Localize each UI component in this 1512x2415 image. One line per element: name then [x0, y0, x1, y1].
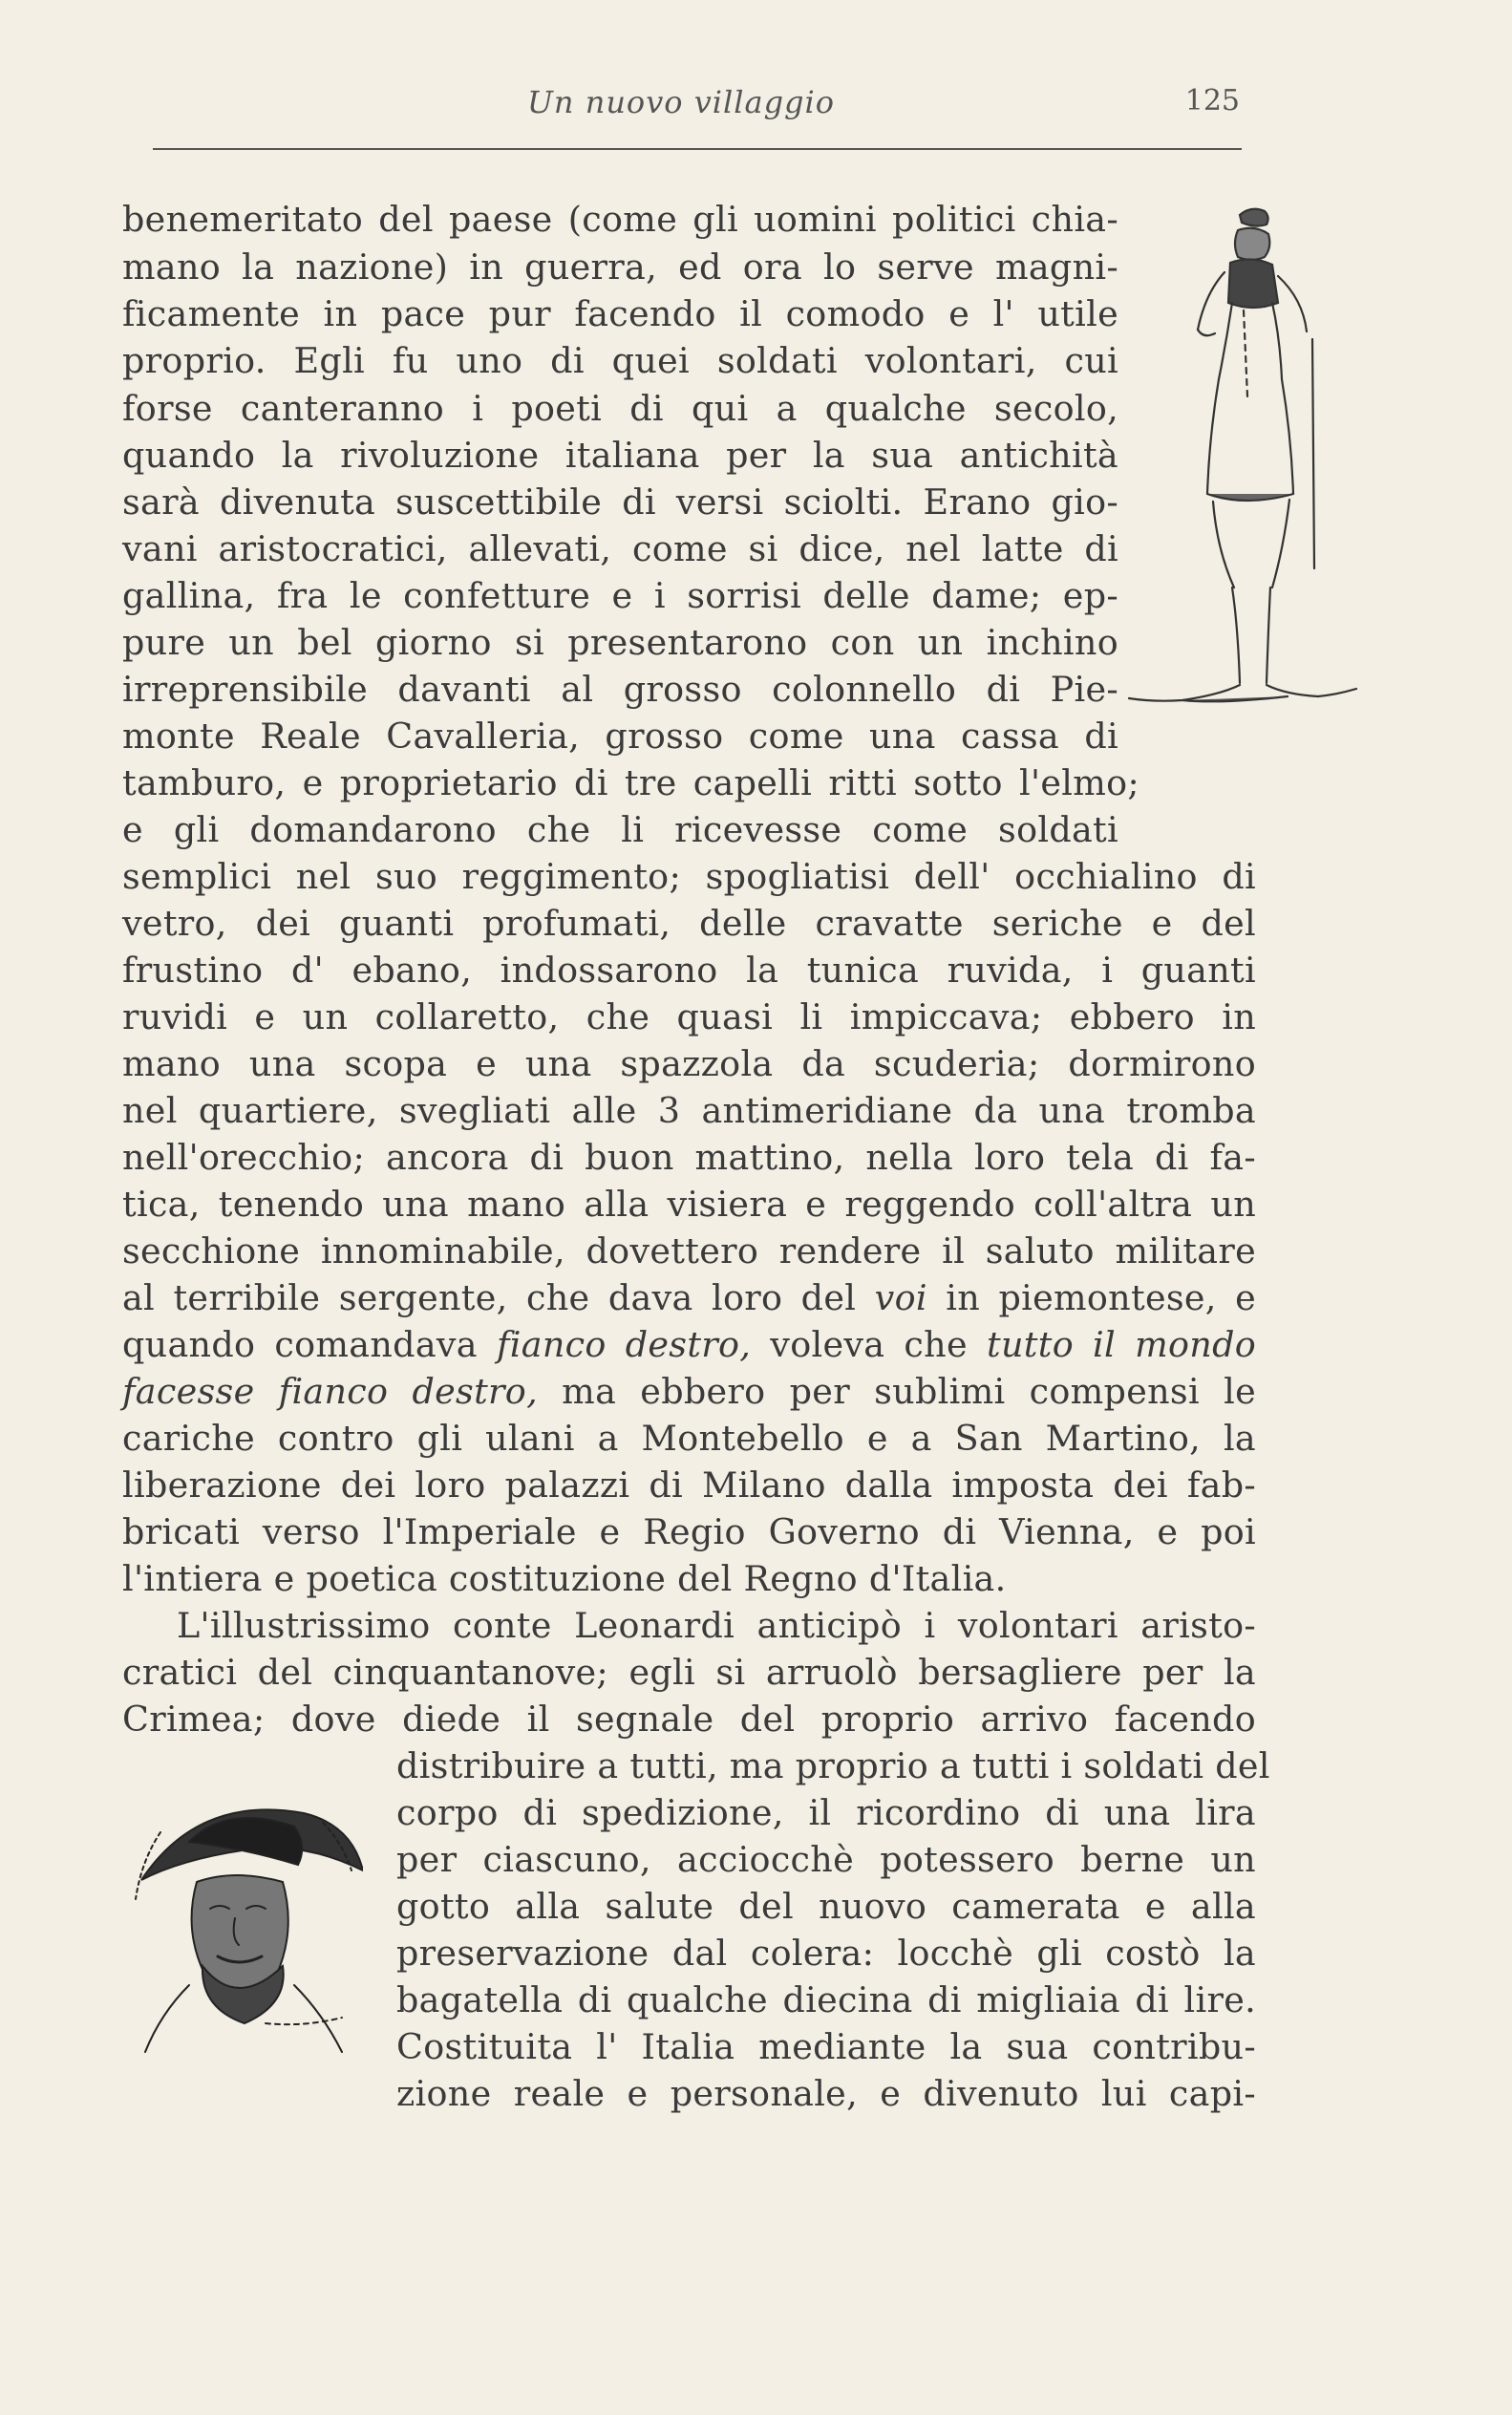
text-line: cratici del cinquantanove; egli si arruolò bersagliere per la — [122, 1652, 1256, 1693]
text-segment: voleva che — [751, 1324, 987, 1365]
running-head — [122, 84, 1240, 126]
text-segment: al terribile sergente, che dava loro del — [122, 1277, 857, 1318]
portrait-illustration — [122, 1775, 363, 2062]
text-line: bagatella di qualche diecina di migliaia di lire. — [396, 1979, 1256, 2020]
text-line: pure un bel giorno si presentarono con un inchino — [122, 622, 1118, 663]
text-line: ruvidi e un collaretto, che quasi li impiccava; ebbero in — [122, 996, 1256, 1037]
italic-text: facesse fianco destro, — [122, 1371, 538, 1412]
text-line: liberazione dei loro palazzi di Milano dalla imposta dei fab- — [122, 1464, 1256, 1506]
text-line: vetro, dei guanti profumati, delle cravatte seriche e del — [122, 903, 1256, 944]
text-line: e gli domandarono che li ricevesse come soldati — [122, 809, 1118, 850]
text-line: mano la nazione) in guerra, ed ora lo serve magni- — [122, 246, 1118, 288]
text-line: forse canteranno i poeti di qui a qualche secolo, — [122, 388, 1118, 429]
text-line: tica, tenendo una mano alla visiera e reggendo coll'altra un — [122, 1184, 1256, 1225]
page-number: 125 — [1184, 84, 1240, 118]
text-line: bricati verso l'Imperiale e Regio Governo di Vienna, e poi — [122, 1511, 1256, 1552]
text-line: nel quartiere, svegliati alle 3 antimeridiane da una tromba — [122, 1090, 1256, 1131]
italic-text: fianco destro, — [496, 1324, 752, 1365]
text-line: proprio. Egli fu uno di quei soldati volontari, cui — [122, 340, 1118, 381]
text-line: tamburo, e proprietario di tre capelli ritti sotto l'elmo; — [122, 762, 1139, 803]
text-line: L'illustrissimo conte Leonardi anticipò i volontari aristo- — [177, 1605, 1256, 1646]
text-line: Costituita l' Italia mediante la sua contribu- — [396, 2026, 1256, 2067]
text-line: gallina, fra le confetture e i sorrisi delle dame; ep- — [122, 575, 1118, 616]
text-line: sarà divenuta suscettibile di versi sciolti. Erano gio- — [122, 481, 1118, 523]
text-line: distribuire a tutti, ma proprio a tutti i soldati del — [396, 1745, 1270, 1786]
header-rule — [153, 148, 1242, 150]
text-line: quando la rivoluzione italiana per la sua antichità — [122, 435, 1118, 476]
text-line: per ciascuno, acciocchè potessero berne un — [396, 1839, 1256, 1880]
text-line: corpo di spedizione, il ricordino di una lira — [396, 1792, 1256, 1833]
italic-text: voi — [874, 1277, 927, 1318]
running-title: Un nuovo villaggio — [526, 84, 836, 120]
text-line: benemeritato del paese (come gli uomini politici chia- — [122, 199, 1118, 240]
text-line: vani aristocratici, allevati, come si dice, nel latte di — [122, 528, 1118, 569]
text-line: semplici nel suo reggimento; spogliatisi dell' occhialino di — [122, 856, 1256, 897]
text-line: secchione innominabile, dovettero rendere il saluto militare — [122, 1230, 1256, 1272]
text-line: ficamente in pace pur facendo il comodo e l' utile — [122, 293, 1118, 334]
text-line: zione reale e personale, e divenuto lui capi- — [396, 2073, 1256, 2114]
text-line: preservazione dal colera: locchè gli costò la — [396, 1933, 1256, 1974]
text-line: irreprensibile davanti al grosso colonnello di Pie- — [122, 669, 1118, 710]
text-line: nell'orecchio; ancora di buon mattino, nella loro tela di fa- — [122, 1137, 1256, 1178]
text-line — [122, 1275, 1256, 1321]
text-line — [122, 1369, 1256, 1415]
text-segment: in piemontese, e — [926, 1277, 1257, 1318]
soldier-illustration — [1125, 196, 1364, 788]
text-line: l'intiera e poetica costituzione del Regno d'Italia. — [122, 1558, 1007, 1599]
text-segment: quando comandava — [122, 1324, 478, 1365]
text-line: Crimea; dove diede il segnale del proprio arrivo facendo — [122, 1699, 1256, 1740]
text-line: frustino d' ebano, indossarono la tunica ruvida, i guanti — [122, 950, 1256, 991]
text-line: monte Reale Cavalleria, grosso come una cassa di — [122, 716, 1118, 757]
italic-text: tutto il mondo — [986, 1324, 1257, 1365]
text-segment: ma ebbero per sublimi compensi le — [537, 1371, 1256, 1412]
text-line: gotto alla salute del nuovo camerata e alla — [396, 1886, 1256, 1927]
text-line: cariche contro gli ulani a Montebello e a San Martino, la — [122, 1418, 1256, 1459]
text-line: mano una scopa e una spazzola da scuderia; dormirono — [122, 1043, 1256, 1084]
text-line — [122, 1322, 1256, 1368]
